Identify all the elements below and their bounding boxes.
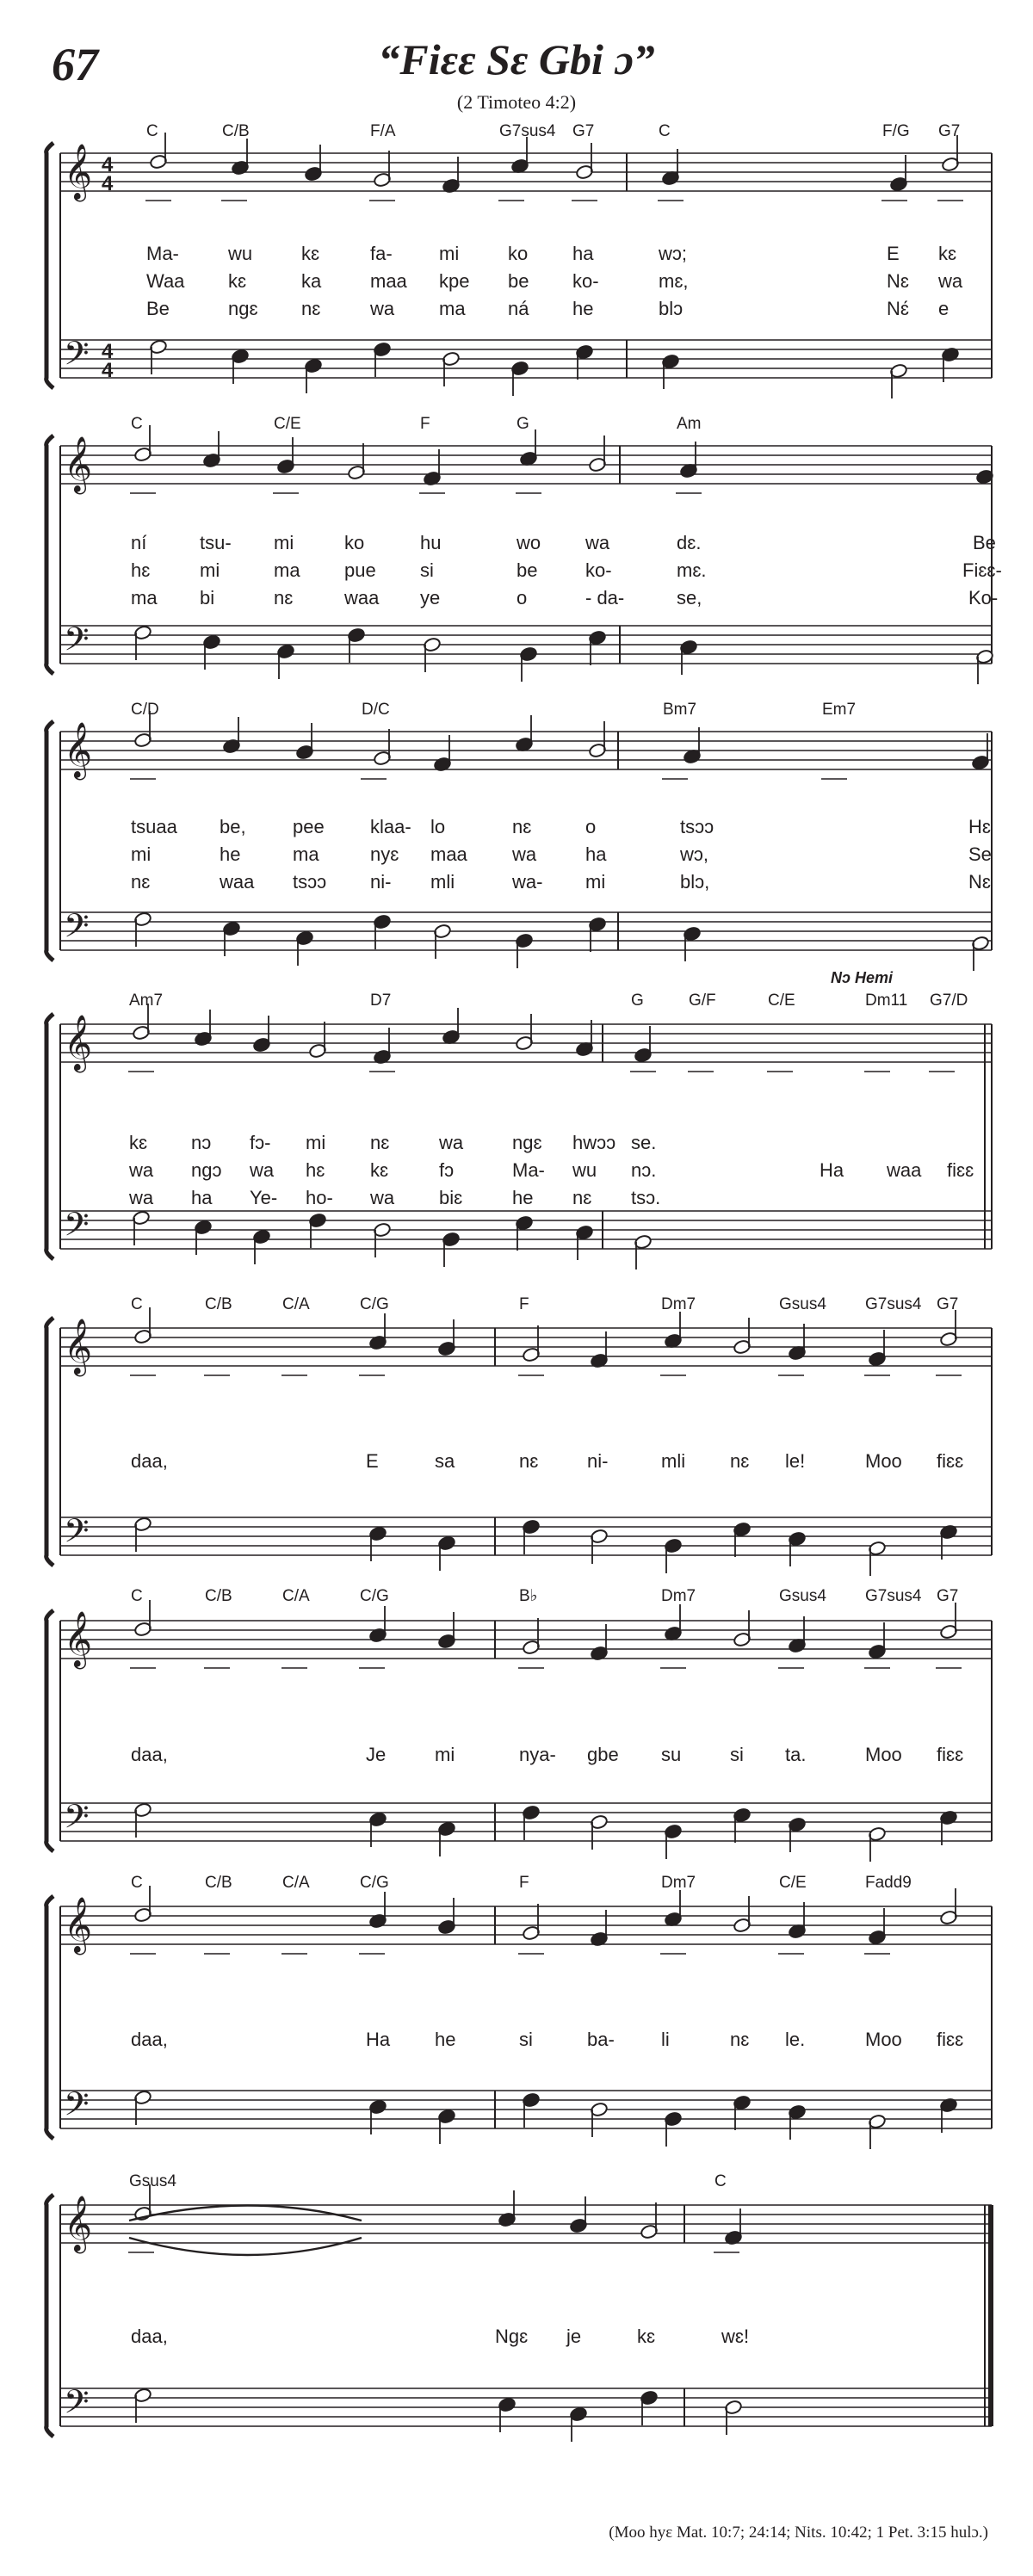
lyric-syllable: si xyxy=(730,1744,744,1765)
lyric-syllable: ko xyxy=(508,243,529,264)
lyric-syllable: wɛ! xyxy=(721,2326,750,2347)
bass-clef: 𝄢 xyxy=(64,335,90,380)
bass-clef: 𝄢 xyxy=(64,1798,90,1843)
lyric-syllable: ba- xyxy=(587,2029,615,2050)
lyric-syllable: wa- xyxy=(512,871,543,893)
lyric-syllable: Be xyxy=(973,532,996,553)
lyric-syllable: Ma- xyxy=(146,243,179,264)
lyric-syllable: Se xyxy=(968,843,992,865)
time-signature-top: 4 xyxy=(102,340,114,363)
lyric-syllable: maa xyxy=(370,270,407,292)
lyric-syllable: ko- xyxy=(572,270,599,292)
system-bracket xyxy=(46,1014,53,1259)
chord-symbol: Dm11 xyxy=(865,991,908,1010)
time-signature-top: 4 xyxy=(102,153,114,176)
lyric-syllable: mi xyxy=(274,532,294,553)
lyric-syllable: - da- xyxy=(585,587,625,608)
chord-symbol: C/D xyxy=(131,701,159,719)
lyric-syllable: ngɛ xyxy=(512,1132,542,1153)
lyric-syllable: Nɛ́ xyxy=(887,298,909,319)
lyric-syllable: nɛ xyxy=(301,298,321,319)
lyric-syllable: wa xyxy=(370,298,395,319)
chord-symbol: Dm7 xyxy=(661,1874,696,1892)
bass-clef: 𝄢 xyxy=(64,2383,90,2428)
lyric-syllable: klaa- xyxy=(370,816,411,837)
treble-clef: 𝄞 xyxy=(64,1897,93,1951)
bass-clef: 𝄢 xyxy=(64,1512,90,1557)
lyric-syllable: ko- xyxy=(585,559,612,581)
lyric-syllable: nɛ xyxy=(572,1187,592,1208)
chord-symbol: B♭ xyxy=(519,1587,538,1605)
chord-symbol: F/A xyxy=(370,122,396,140)
chord-symbol: G/F xyxy=(689,991,716,1010)
lyric-syllable: gbe xyxy=(587,1744,619,1765)
lyric-syllable: waa xyxy=(220,871,255,893)
lyric-syllable: hu xyxy=(420,532,442,553)
lyric-syllable: si xyxy=(420,559,434,581)
lyric-syllable: tsɔɔ xyxy=(293,871,327,893)
lyric-syllable: si xyxy=(519,2029,533,2050)
chord-symbol: C xyxy=(131,415,143,433)
chord-symbol: F xyxy=(519,1874,529,1892)
chord-symbol: G7 xyxy=(937,1295,959,1313)
treble-clef: 𝄞 xyxy=(64,144,93,198)
lyric-syllable: mi xyxy=(585,871,606,893)
lyric-syllable: o xyxy=(516,587,528,608)
chord-symbol: Bm7 xyxy=(663,701,697,719)
lyric-syllable: Moo xyxy=(865,2029,902,2050)
lyric-syllable: wɔ, xyxy=(680,843,708,865)
lyric-syllable: daa, xyxy=(131,2326,168,2347)
lyric-syllable: pue xyxy=(344,559,376,581)
lyric-syllable: mli xyxy=(430,871,455,893)
lyric-syllable: ka xyxy=(301,270,322,292)
lyric-syllable: waa xyxy=(344,587,380,608)
lyric-syllable: ngɔ xyxy=(191,1159,222,1181)
chord-symbol: Am7 xyxy=(129,991,164,1010)
chord-symbol: Am xyxy=(677,415,702,433)
lyric-syllable: bi xyxy=(200,587,215,608)
lyric-syllable: mi xyxy=(200,559,220,581)
lyric-syllable: hwɔɔ xyxy=(572,1132,616,1153)
lyric-syllable: wa xyxy=(129,1187,154,1208)
lyric-syllable: Ko- xyxy=(968,587,999,608)
lyric-syllable: be, xyxy=(220,816,246,837)
lyric-syllable: nɛ xyxy=(730,1450,750,1472)
chord-symbol: G7sus4 xyxy=(499,122,556,140)
lyric-syllable: E xyxy=(887,243,900,264)
lyric-syllable: sa xyxy=(435,1450,455,1472)
system-bracket xyxy=(46,143,53,388)
bass-clef: 𝄢 xyxy=(64,907,90,952)
lyric-syllable: ma xyxy=(439,298,466,319)
lyric-syllable: Ma- xyxy=(512,1159,545,1181)
lyric-syllable: se. xyxy=(631,1132,657,1153)
lyric-syllable: daa, xyxy=(131,1450,168,1472)
chord-symbol: D7 xyxy=(370,991,392,1010)
chord-symbol: C xyxy=(714,2172,727,2190)
lyric-syllable: wa xyxy=(938,270,963,292)
lyric-syllable: Ye- xyxy=(250,1187,278,1208)
lyric-syllable: daa, xyxy=(131,1744,168,1765)
lyric-syllable: hɛ xyxy=(306,1159,325,1181)
lyric-syllable: mɛ. xyxy=(677,559,707,581)
lyric-syllable: le! xyxy=(785,1450,806,1472)
system-bracket xyxy=(46,2195,53,2437)
lyric-syllable: ngɛ xyxy=(228,298,258,319)
chord-symbol: Gsus4 xyxy=(779,1295,826,1313)
lyric-syllable: hɛ xyxy=(131,559,151,581)
lyric-syllable: nɛ xyxy=(519,1450,539,1472)
lyric-syllable: ko xyxy=(344,532,365,553)
lyric-syllable: E xyxy=(366,1450,379,1472)
lyric-syllable: wa xyxy=(370,1187,395,1208)
lyric-syllable: wa xyxy=(439,1132,464,1153)
lyric-syllable: su xyxy=(661,1744,682,1765)
lyric-syllable: nɛ xyxy=(370,1132,390,1153)
chord-symbol: G7/D xyxy=(930,991,968,1010)
lyric-syllable: pee xyxy=(293,816,325,837)
lyric-syllable: be xyxy=(508,270,529,292)
treble-clef: 𝄞 xyxy=(64,722,93,776)
treble-clef: 𝄞 xyxy=(64,1611,93,1665)
lyric-syllable: fiɛɛ xyxy=(947,1159,974,1181)
lyric-syllable: nɛ xyxy=(131,871,151,893)
chord-symbol: F xyxy=(519,1295,529,1313)
lyric-syllable: nɔ xyxy=(191,1132,212,1153)
lyric-syllable: nyɛ xyxy=(370,843,399,865)
lyric-syllable: he xyxy=(435,2029,456,2050)
lyric-syllable: kpe xyxy=(439,270,470,292)
lyric-syllable: blɔ xyxy=(659,298,684,319)
lyric-syllable: tsuaa xyxy=(131,816,177,837)
lyric-syllable: ni- xyxy=(370,871,392,893)
lyric-syllable: tsɔɔ xyxy=(680,816,714,837)
lyric-syllable: wɔ; xyxy=(659,243,687,264)
lyric-syllable: fa- xyxy=(370,243,393,264)
system-bracket xyxy=(46,1896,53,2139)
lyric-syllable: le. xyxy=(785,2029,806,2050)
lyric-syllable: Be xyxy=(146,298,170,319)
lyric-syllable: ná xyxy=(508,298,529,319)
lyric-syllable: tsɔ. xyxy=(631,1187,661,1208)
chord-symbol: C/E xyxy=(779,1874,807,1892)
chord-symbol: C/B xyxy=(222,122,250,140)
treble-clef: 𝄞 xyxy=(64,1319,93,1373)
lyric-syllable: mi xyxy=(306,1132,326,1153)
lyric-syllable: Moo xyxy=(865,1744,902,1765)
chord-symbol: C xyxy=(131,1587,143,1605)
lyric-syllable: li xyxy=(661,2029,670,2050)
lyric-syllable: wa xyxy=(512,843,537,865)
chord-symbol: G xyxy=(631,991,644,1010)
chord-symbol: C/B xyxy=(205,1874,232,1892)
lyric-syllable: ha xyxy=(191,1187,213,1208)
lyric-syllable: Waa xyxy=(146,270,185,292)
chord-symbol: Fadd9 xyxy=(865,1874,912,1892)
lyric-syllable: be xyxy=(516,559,538,581)
lyric-syllable: Hɛ xyxy=(968,816,991,837)
chord-symbol: G7sus4 xyxy=(865,1587,922,1605)
lyric-syllable: nɛ xyxy=(730,2029,750,2050)
lyric-syllable: fɔ- xyxy=(250,1132,271,1153)
chord-symbol: C/A xyxy=(282,1874,310,1892)
lyric-syllable: ma xyxy=(293,843,319,865)
tie-slur xyxy=(129,2238,362,2255)
chord-symbol: F xyxy=(420,415,430,433)
lyric-syllable: kɛ xyxy=(637,2326,656,2347)
lyric-syllable: nya- xyxy=(519,1744,556,1765)
bass-clef: 𝄢 xyxy=(64,2085,90,2130)
chord-symbol: C/B xyxy=(205,1295,232,1313)
chord-symbol: G7 xyxy=(572,122,595,140)
lyric-syllable: kɛ xyxy=(129,1132,148,1153)
bass-clef: 𝄢 xyxy=(64,1206,90,1251)
lyric-syllable: Ha xyxy=(820,1159,844,1181)
chord-symbol: C/A xyxy=(282,1587,310,1605)
chord-symbol: C/A xyxy=(282,1295,310,1313)
lyric-syllable: mi xyxy=(435,1744,455,1765)
lyric-syllable: se, xyxy=(677,587,702,608)
lyric-syllable: fiɛɛ xyxy=(937,1744,964,1765)
lyric-syllable: kɛ xyxy=(228,270,247,292)
chord-symbol: Dm7 xyxy=(661,1587,696,1605)
lyric-syllable: nɔ. xyxy=(631,1159,657,1181)
system-bracket xyxy=(46,1610,53,1851)
lyric-syllable: fiɛɛ xyxy=(937,1450,964,1472)
lyric-syllable: e xyxy=(938,298,949,319)
treble-clef: 𝄞 xyxy=(64,2196,93,2250)
tie-slur xyxy=(129,2206,362,2221)
lyric-syllable: Ha xyxy=(366,2029,391,2050)
lyric-syllable: Moo xyxy=(865,1450,902,1472)
bass-clef: 𝄢 xyxy=(64,621,90,665)
system-bracket xyxy=(46,436,53,674)
chord-symbol: C/G xyxy=(360,1587,389,1605)
song-title: “Fiɛɛ Sɛ Gbi ɔ” xyxy=(378,35,655,83)
lyric-syllable: ma xyxy=(131,587,158,608)
lyric-syllable: ta. xyxy=(785,1744,807,1765)
lyric-syllable: mɛ, xyxy=(659,270,689,292)
lyric-syllable: waa xyxy=(887,1159,922,1181)
chord-symbol: Gsus4 xyxy=(779,1587,826,1605)
lyric-syllable: ha xyxy=(585,843,607,865)
chord-symbol: C xyxy=(146,122,158,140)
lyric-syllable: ni- xyxy=(587,1450,609,1472)
lyric-syllable: Nɛ xyxy=(887,270,909,292)
chord-symbol: C xyxy=(659,122,671,140)
chord-symbol: F/G xyxy=(882,122,910,140)
treble-clef: 𝄞 xyxy=(64,436,93,491)
lyric-syllable: ye xyxy=(420,587,441,608)
lyric-syllable: Ngɛ xyxy=(495,2326,529,2347)
lyric-syllable: o xyxy=(585,816,597,837)
scripture-reference: (2 Timoteo 4:2) xyxy=(456,91,577,113)
lyric-syllable: Je xyxy=(366,1744,387,1765)
lyric-syllable: ma xyxy=(274,559,300,581)
lyric-syllable: wa xyxy=(585,532,610,553)
chord-symbol: G7 xyxy=(937,1587,959,1605)
lyric-syllable: maa xyxy=(430,843,467,865)
lyric-syllable: dɛ. xyxy=(677,532,702,553)
lyric-syllable: kɛ xyxy=(301,243,320,264)
lyric-syllable: nɛ xyxy=(274,587,294,608)
chord-symbol: C/G xyxy=(360,1295,389,1313)
song-number: 67 xyxy=(52,39,98,90)
treble-clef: 𝄞 xyxy=(64,1015,93,1069)
lyric-syllable: blɔ, xyxy=(680,871,710,893)
lyric-syllable: fɔ xyxy=(439,1159,455,1181)
lyric-syllable: Nɛ xyxy=(968,871,991,893)
lyric-syllable: mi xyxy=(131,843,152,865)
chord-symbol: Gsus4 xyxy=(129,2172,176,2190)
lyric-syllable: tsu- xyxy=(200,532,232,553)
chord-symbol: G7sus4 xyxy=(865,1295,922,1313)
lyric-syllable: daa, xyxy=(131,2029,168,2050)
chord-symbol: C/B xyxy=(205,1587,232,1605)
chord-symbol: D/C xyxy=(362,701,390,719)
time-signature-bottom: 4 xyxy=(102,172,114,195)
lyric-syllable: wu xyxy=(572,1159,597,1181)
lyric-syllable: fiɛɛ xyxy=(937,2029,964,2050)
chord-symbol: C/E xyxy=(768,991,795,1010)
lyric-syllable: je xyxy=(566,2326,582,2347)
lyric-syllable: ho- xyxy=(306,1187,333,1208)
lyric-syllable: kɛ xyxy=(938,243,957,264)
lyric-syllable: biɛ xyxy=(439,1187,463,1208)
cross-references-footer: (Moo hyɛ Mat. 10:7; 24:14; Nits. 10:42; 1 Pet. 3:15 hulɔ.) xyxy=(609,2523,988,2542)
final-bar-thick xyxy=(988,2205,993,2426)
lyric-syllable: nɛ xyxy=(512,816,532,837)
lyric-syllable: mli xyxy=(661,1450,686,1472)
lyric-syllable: mi xyxy=(439,243,460,264)
chord-symbol: G7 xyxy=(938,122,961,140)
lyric-syllable: wo xyxy=(516,532,541,553)
system-bracket xyxy=(46,721,53,961)
chord-symbol: C/E xyxy=(274,415,301,433)
chord-symbol: C xyxy=(131,1295,143,1313)
lyric-syllable: Fiɛɛ- xyxy=(962,559,1002,581)
lyric-syllable: he xyxy=(512,1187,534,1208)
chord-symbol: C xyxy=(131,1874,143,1892)
lyric-syllable: wa xyxy=(129,1159,154,1181)
lyric-syllable: kɛ xyxy=(370,1159,389,1181)
lyric-syllable: ní xyxy=(131,532,147,553)
tempo-mark: Nɔ Hemi xyxy=(831,969,894,986)
chord-symbol: G xyxy=(516,415,529,433)
lyric-syllable: lo xyxy=(430,816,446,837)
chord-symbol: Em7 xyxy=(822,701,857,719)
chord-symbol: Dm7 xyxy=(661,1295,696,1313)
chord-symbol: C/G xyxy=(360,1874,389,1892)
lyric-syllable: he xyxy=(572,298,594,319)
time-signature-bottom: 4 xyxy=(102,359,114,382)
lyric-syllable: wu xyxy=(228,243,253,264)
lyric-syllable: wa xyxy=(250,1159,275,1181)
system-bracket xyxy=(46,1318,53,1566)
lyric-syllable: he xyxy=(220,843,241,865)
lyric-syllable: ha xyxy=(572,243,594,264)
